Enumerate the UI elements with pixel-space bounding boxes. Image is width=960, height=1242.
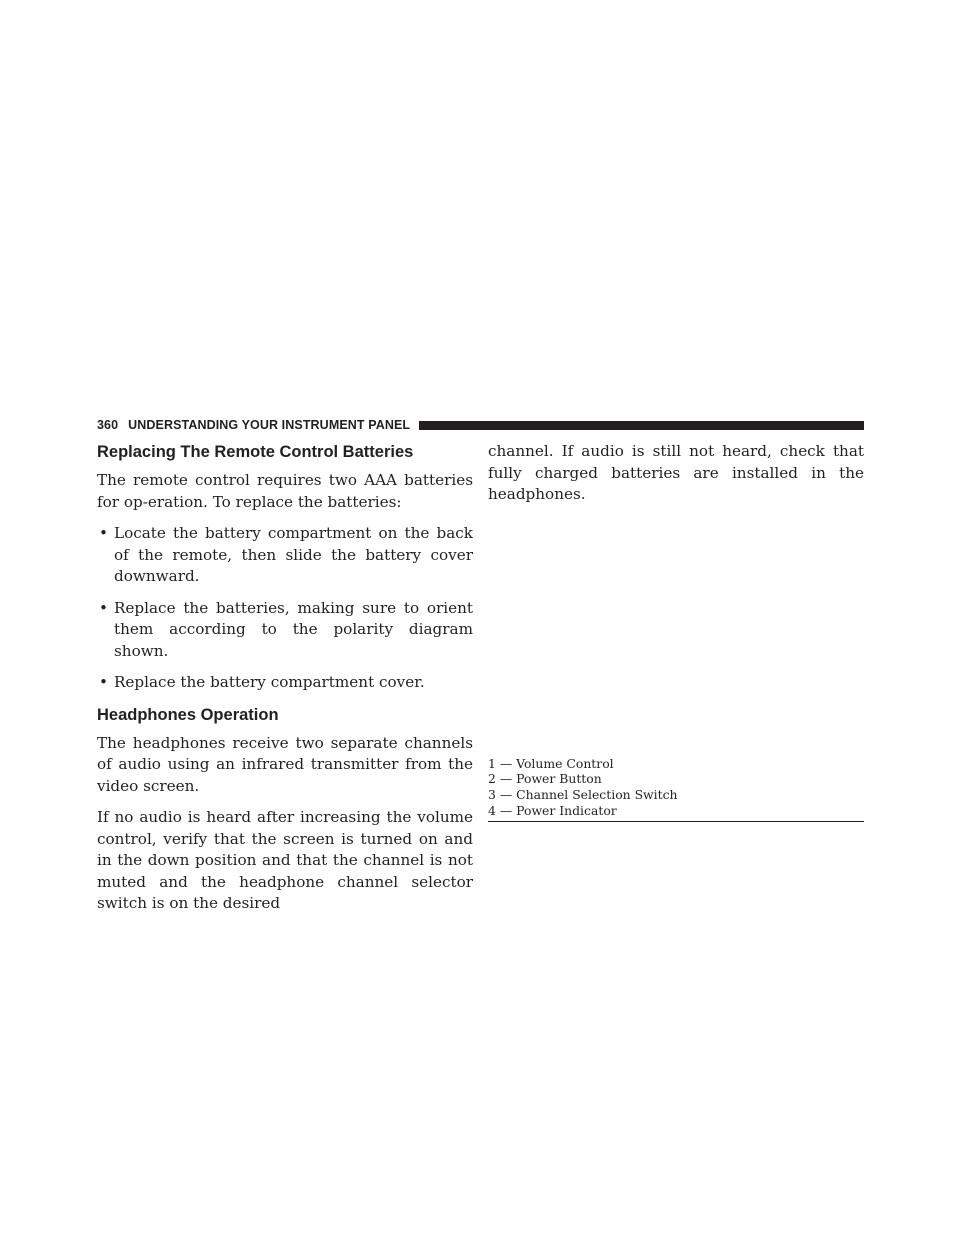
- right-column: [488, 441, 864, 822]
- legend-item: 2 — Power Button: [488, 771, 602, 787]
- figure-area: [488, 506, 864, 756]
- bullet-icon: •: [99, 524, 108, 542]
- legend-item: 3 — Channel Selection Switch: [488, 787, 678, 803]
- heading-replacing-batteries: Replacing The Remote Control Batteries: [97, 443, 414, 461]
- header-rule: [419, 421, 864, 430]
- paragraph-headphones-channels: The headphones receive two separate channels of audio using an infrared transmitter from the video screen.: [97, 733, 473, 795]
- battery-steps-list: [97, 523, 473, 694]
- paragraph-battery-intro: The remote control requires two AAA batteries for op-eration. To replace the batteries:: [97, 471, 473, 511]
- paragraph-no-audio: If no audio is heard after increasing the volume control, verify that the screen is turned on and in the down position and that the channel is not muted and the headphone channel selector switch is on the desired: [97, 808, 473, 912]
- paragraph-continued: channel. If audio is still not heard, check that fully charged batteries are installed in the headphones.: [488, 442, 864, 503]
- legend-rule: [488, 821, 864, 822]
- heading-headphones-operation: Headphones Operation: [97, 705, 279, 724]
- figure-legend: [488, 756, 864, 819]
- bullet-icon: •: [99, 673, 108, 691]
- bullet-icon: •: [99, 598, 108, 617]
- left-column: [97, 441, 473, 915]
- page-number: 360: [97, 418, 119, 432]
- list-item: • Replace the batteries, making sure to orient them according to the polarity diagram shown.: [99, 598, 473, 660]
- section-title: UNDERSTANDING YOUR INSTRUMENT PANEL: [128, 418, 411, 432]
- list-item: • Replace the battery compartment cover.: [97, 672, 473, 694]
- list-item: • Locate the battery compartment on the back of the remote, then slide the battery cover downward.: [99, 524, 473, 585]
- legend-item: 4 — Power Indicator: [488, 802, 617, 818]
- legend-item: 1 — Volume Control: [488, 755, 614, 771]
- page-header: [97, 418, 864, 432]
